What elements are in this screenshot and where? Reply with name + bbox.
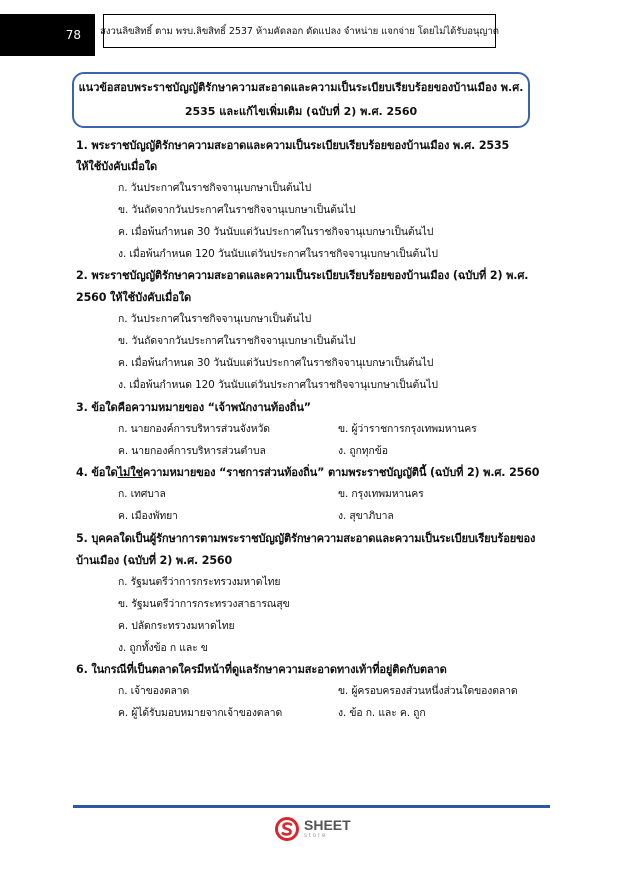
page-number: 78 <box>0 14 95 56</box>
question-4-option-d: ง. สุขาภิบาล <box>338 510 394 522</box>
question-3-option-c: ค. นายกองค์การบริหารส่วนตำบล <box>118 445 266 457</box>
exam-title-line2: 2535 และแก้ไขเพิ่มเติม (ฉบับที่ 2) พ.ศ. 2560 <box>184 105 418 118</box>
footer-divider <box>73 805 550 808</box>
question-2-option-a: ก. วันประกาศในราชกิจจานุเบกษาเป็นต้นไป <box>118 313 312 325</box>
exam-title <box>72 72 530 128</box>
question-6-option-a: ก. เจ้าของตลาด <box>118 685 190 697</box>
question-2-line2: 2560 ให้ใช้บังคับเมื่อใด <box>76 291 192 304</box>
question-3-option-d: ง. ถูกทุกข้อ <box>338 445 388 457</box>
question-1-option-b: ข. วันถัดจากวันประกาศในราชกิจจานุเบกษาเป็นต้นไป <box>118 204 356 216</box>
question-4-underlined: ไม่ใช่ <box>117 466 143 479</box>
question-6-option-b: ข. ผู้ครอบครองส่วนหนึ่งส่วนใดของตลาด <box>338 685 518 697</box>
question-5-option-c: ค. ปลัดกระทรวงมหาดไทย <box>118 620 235 632</box>
question-2-option-d: ง. เมื่อพ้นกำหนด 120 วันนับแต่วันประกาศในราชกิจจานุเบกษาเป็นต้นไป <box>118 379 438 391</box>
question-1-option-d: ง. เมื่อพ้นกำหนด 120 วันนับแต่วันประกาศในราชกิจจานุเบกษาเป็นต้นไป <box>118 248 438 260</box>
question-5-option-b: ข. รัฐมนตรีว่าการกระทรวงสาธารณสุข <box>118 598 290 610</box>
question-5-line2: บ้านเมือง (ฉบับที่ 2) พ.ศ. 2560 <box>76 554 233 567</box>
question-4-prefix: 4. ข้อใด <box>76 466 118 479</box>
question-4-option-c: ค. เมืองพัทยา <box>118 510 178 522</box>
question-6-option-c: ค. ผู้ได้รับมอบหมายจากเจ้าของตลาด <box>118 707 283 719</box>
logo-s-icon <box>274 816 300 842</box>
question-4-option-b: ข. กรุงเทพมหานคร <box>338 488 424 500</box>
question-3-option-a: ก. นายกองค์การบริหารส่วนจังหวัด <box>118 423 270 435</box>
question-5-line1: 5. บุคคลใดเป็นผู้รักษาการตามพระราชบัญญัติรักษาความสะอาดและความเป็นระเบียบเรียบร้อยของ <box>76 532 536 545</box>
question-2-option-b: ข. วันถัดจากวันประกาศในราชกิจจานุเบกษาเป็นต้นไป <box>118 335 356 347</box>
question-2-option-c: ค. เมื่อพ้นกำหนด 30 วันนับแต่วันประกาศในราชกิจจานุเบกษาเป็นต้นไป <box>118 357 434 369</box>
question-5-option-a: ก. รัฐมนตรีว่าการกระทรวงมหาดไทย <box>118 576 281 588</box>
exam-title-line1: แนวข้อสอบพระราชบัญญัติรักษาความสะอาดและความเป็นระเบียบเรียบร้อยของบ้านเมือง พ.ศ. <box>78 81 524 94</box>
question-1-line1: 1. พระราชบัญญัติรักษาความสะอาดและความเป็นระเบียบเรียบร้อยของบ้านเมือง พ.ศ. 2535 <box>76 139 510 152</box>
question-1-option-a: ก. วันประกาศในราชกิจจานุเบกษาเป็นต้นไป <box>118 182 312 194</box>
question-6: 6. ในกรณีที่เป็นตลาดใครมีหน้าที่ดูแลรักษาความสะอาดทางเท้าที่อยู่ติดกับตลาด <box>76 663 447 676</box>
question-1-line2: ให้ใช้บังคับเมื่อใด <box>76 160 158 173</box>
question-2-line1: 2. พระราชบัญญัติรักษาความสะอาดและความเป็นระเบียบเรียบร้อยของบ้านเมือง (ฉบับที่ 2) พ.ศ. <box>76 269 529 282</box>
question-6-option-d: ง. ข้อ ก. และ ค. ถูก <box>338 707 426 719</box>
question-1-option-c: ค. เมื่อพ้นกำหนด 30 วันนับแต่วันประกาศในราชกิจจานุเบกษาเป็นต้นไป <box>118 226 434 238</box>
logo-wordmark: SHEET <box>304 817 351 833</box>
logo-subtext: store <box>304 833 328 839</box>
question-3-option-b: ข. ผู้ว่าราชการกรุงเทพมหานคร <box>338 423 477 435</box>
sheet-store-logo <box>274 814 351 844</box>
copyright-notice: สงวนลิขสิทธิ์ ตาม พรบ.ลิขสิทธิ์ 2537 ห้ามคัดลอก ดัดแปลง จำหน่าย แจกจ่าย โดยไม่ได้รับอนุญาต <box>103 14 496 48</box>
question-5-option-d: ง. ถูกทั้งข้อ ก และ ข <box>118 642 208 654</box>
question-4-option-a: ก. เทศบาล <box>118 488 166 500</box>
question-4-suffix: ความหมายของ “ราชการส่วนท้องถิ่น” ตามพระราชบัญญัตินี้ (ฉบับที่ 2) พ.ศ. 2560 <box>142 466 540 479</box>
question-3: 3. ข้อใดคือความหมายของ “เจ้าพนักงานท้องถิ่น” <box>76 401 311 414</box>
question-4 <box>76 462 539 483</box>
